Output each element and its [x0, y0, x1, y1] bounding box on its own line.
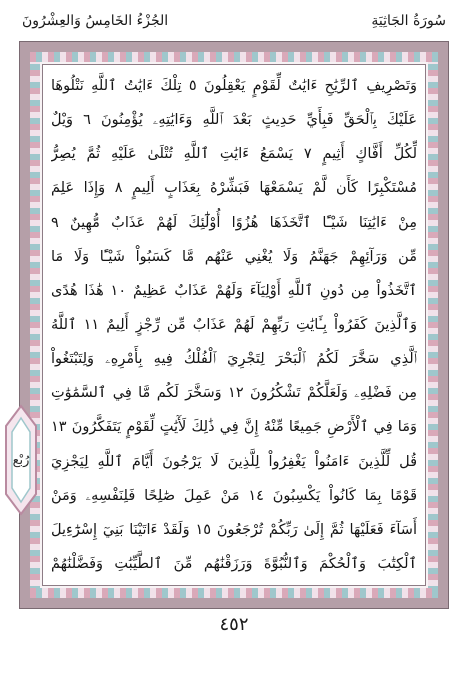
verse-line: قَوْمًا بِمَا كَانُواْ يَكْسِبُونَ ١٤ مَنْ عَمِلَ صَٰلِحًا فَلِنَفْسِهِۦ وَمَنْ	[51, 487, 417, 504]
verse-line: وَمَا فِي ٱلْأَرْضِ جَمِيعًا مِّنْهُ إِنَّ فِي ذَٰلِكَ لَأٓيَٰتٍ لِّقَوْمٍ يَتَفَكَّرُونَ ١٣	[51, 419, 417, 436]
verse-line: أَسَآءَ فَعَلَيْهَا ثُمَّ إِلَىٰ رَبِّكُمْ تُرْجَعُونَ ١٥ وَلَقَدْ ءَاتَيْنَا بَنِيٓ إِسْرَٰٓءِيلَ	[51, 521, 417, 538]
verse-line: عَلَيْكَ بِٱلْحَقِّ فَبِأَيِّ حَدِيثٍ بَعْدَ ٱللَّهِ وَءَايَٰتِهِۦ يُؤْمِنُونَ ٦ وَيْلٌ	[51, 112, 417, 129]
verse-line: لِّكُلِّ أَفَّاكٍ أَثِيمٍ ٧ يَسْمَعُ ءَايَٰتِ ٱللَّهِ تُتْلَىٰ عَلَيْهِ ثُمَّ يُصِرُّ	[51, 146, 417, 163]
text-panel	[42, 64, 426, 586]
rub-marker	[2, 404, 40, 516]
verse-line: وَتَصْرِيفِ ٱلرِّيَٰحِ ءَايَٰتٌ لِّقَوْمٍ يَعْقِلُونَ ٥ تِلْكَ ءَايَٰتُ ٱللَّهِ نَتْلُوهَا	[51, 78, 417, 94]
verse-line: ٱلَّذِي سَخَّرَ لَكُمُ ٱلْبَحْرَ لِتَجْرِيَ ٱلْفُلْكُ فِيهِ بِأَمْرِهِۦ وَلِتَبْتَغُواْ	[51, 351, 417, 368]
verse-line: ٱلْكِتَٰبَ وَٱلْحُكْمَ وَٱلنُّبُوَّةَ وَرَزَقْنَٰهُم مِّنَ ٱلطَّيِّبَٰتِ وَفَضَّلْنَٰهُمْ	[51, 555, 417, 572]
verse-line: وَٱلَّذِينَ كَفَرُواْ بِـَٔايَٰتِ رَبِّهِمْ لَهُمْ عَذَابٌ مِّن رِّجْزٍ أَلِيمٌ ١١ ٱللَّهُ	[51, 316, 417, 333]
surah-title: سُورَةُ الجَاثِيَةِ	[371, 13, 446, 29]
verse-lines	[51, 71, 417, 579]
juz-title: الجُزْءُ الخَامِسُ وَالعِشْرُونَ	[22, 13, 169, 29]
verse-line: مِن فَضْلِهِۦ وَلَعَلَّكُمْ تَشْكُرُونَ ١٢ وَسَخَّرَ لَكُم مَّا فِي ٱلسَّمَٰوَٰتِ	[51, 385, 417, 402]
rub-label: رُبْع	[12, 452, 30, 468]
verse-line: قُل لِّلَّذِينَ ءَامَنُواْ يَغْفِرُواْ لِلَّذِينَ لَا يَرْجُونَ أَيَّامَ ٱللَّهِ لِيَجْزِيَ	[51, 453, 417, 470]
ornamental-frame	[20, 42, 448, 608]
verse-line: مُسْتَكْبِرًا كَأَن لَّمْ يَسْمَعْهَا فَبَشِّرْهُ بِعَذَابٍ أَلِيمٍ ٨ وَإِذَا عَلِمَ	[51, 180, 417, 197]
page-number: ٤٥٢	[219, 614, 249, 635]
verse-line: مِنْ ءَايَٰتِنَا شَيْـًٔا ٱتَّخَذَهَا هُزُوًا أُوْلَٰٓئِكَ لَهُمْ عَذَابٌ مُّهِينٌ ٩	[51, 214, 417, 231]
verse-line: ٱتَّخَذُواْ مِن دُونِ ٱللَّهِ أَوْلِيَآءَ وَلَهُمْ عَذَابٌ عَظِيمٌ ١٠ هَٰذَا هُدًى	[51, 282, 417, 299]
verse-line: مِّن وَرَآئِهِمْ جَهَنَّمُ وَلَا يُغْنِي عَنْهُم مَّا كَسَبُواْ شَيْـًٔا وَلَا مَا	[51, 248, 417, 265]
page-header	[22, 6, 446, 36]
